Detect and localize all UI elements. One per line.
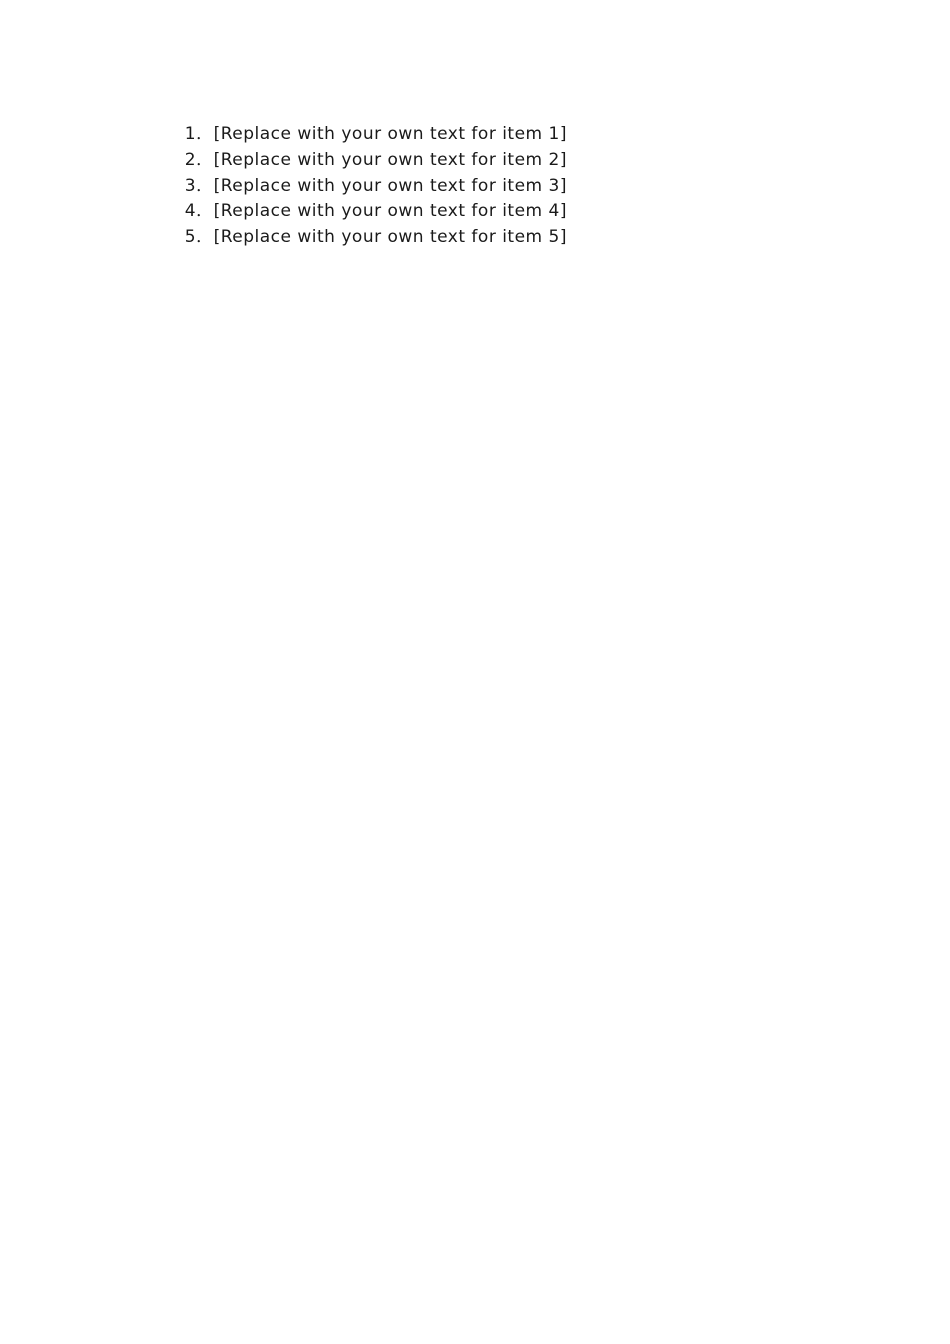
list-item: 5．[Replace with your own text for item 5] xyxy=(184,227,567,248)
list-item: 4．[Replace with your own text for item 4] xyxy=(184,201,567,222)
numbered-list xyxy=(144,122,810,251)
list-item: 3．[Replace with your own text for item 3] xyxy=(184,175,567,196)
list-item: 2．[Replace with your own text for item 2] xyxy=(184,149,567,170)
list-item: 1．[Replace with your own text for item 1] xyxy=(184,124,567,144)
